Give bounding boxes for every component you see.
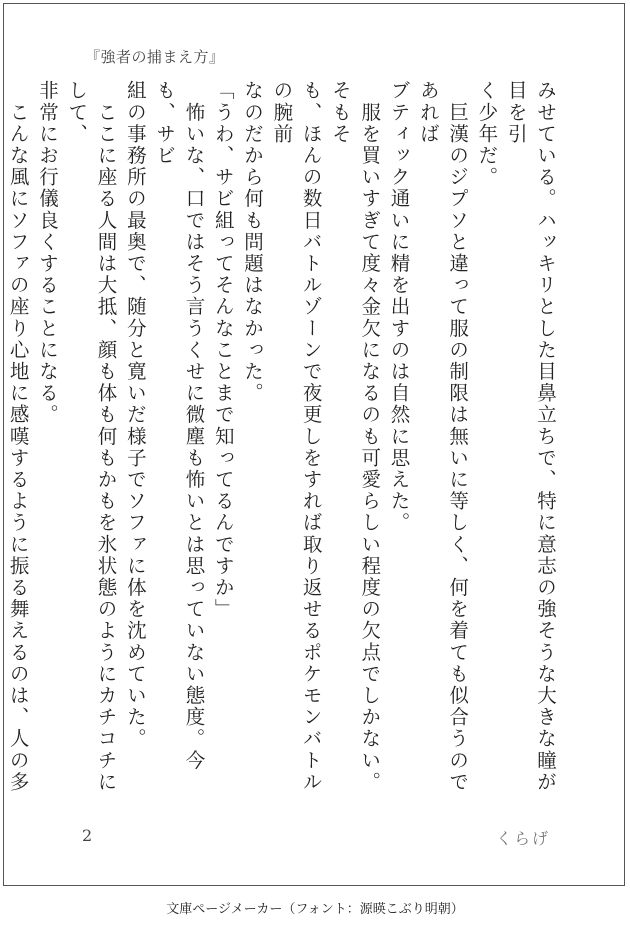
text-line: こんな風にソファの座り心地に感嘆するように振る舞えるのは、人の多 — [6, 101, 30, 793]
page-number: 2 — [82, 826, 93, 845]
text-line: 組の事務所の最奥で、随分と寛いだ様子でソファに体を沈めていた。 — [123, 80, 147, 750]
text-line: ブティック通いに精を出すのは自然に思えた。 — [387, 80, 411, 534]
author-name: くらげ — [495, 829, 550, 848]
text-line: みせている。ハッキリとした目鼻立ちで、特に意志の強そうな大きな瞳が目を引 — [504, 80, 557, 793]
text-line: ここに座る人間は大抵、顔も体も何もかもを氷状態のようにカチコチにして、 — [65, 80, 118, 793]
text-line: 「うわ、サビ組ってそんなことまで知ってるんですか」 — [211, 80, 235, 620]
text-line: 巨漢のジプソと違って服の制限は無いに等しく、何を着ても似合うのであれば — [416, 80, 470, 793]
text-line: も、ほんの数日バトルゾーンで夜更しをすれば取り返せるポケモンバトルの腕前 — [270, 80, 323, 793]
text-line: 怖いな、口ではそう言うくせに微塵も怖いとは思っていない態度。今も、サビ — [153, 80, 206, 772]
text-line: く少年だ。 — [475, 80, 499, 188]
text-line: 非常にお行儀良くすることになる。 — [35, 80, 59, 426]
text-line: 服を買いすぎて度々金欠になるのも可愛らしい程度の欠点でしかない。そもそ — [328, 80, 382, 793]
body-text — [6, 80, 560, 800]
book-title: 『強者の捕まえ方』 — [85, 48, 225, 66]
text-line: なのだから何も問題はなかった。 — [241, 80, 265, 404]
footer-credit: 文庫ページメーカー（フォント：源暎こぶり明朝） — [166, 902, 464, 917]
